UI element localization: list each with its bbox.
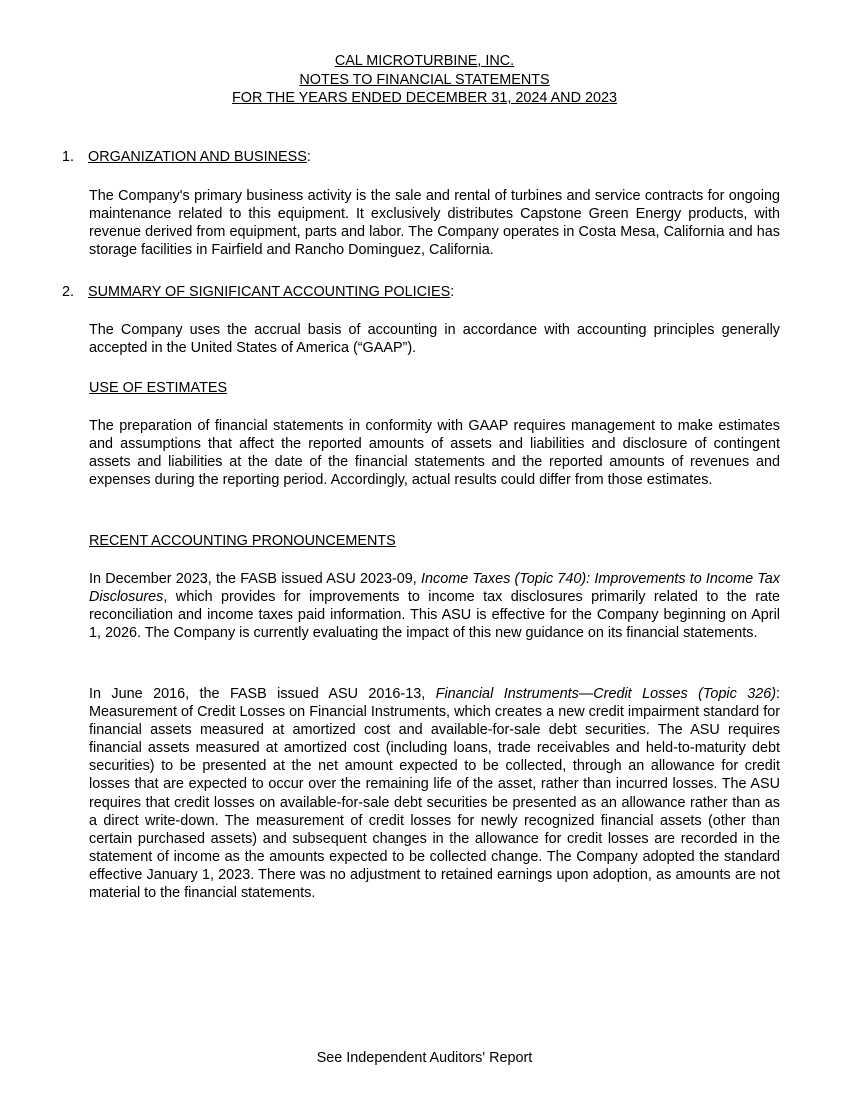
section-number: 2. bbox=[62, 284, 75, 300]
asu-2016-13-body: : Measurement of Credit Losses on Financial Instruments, which creates a new credit impairment standard for financial assets measured at amortized cost and available-for-sale debt securities. The ASU requires financial assets measured at amortized cost (including loans, trade receivables and held-to-maturity debt securities) to be presented at the net amount expected to be collected, through an allowance for credit losses that are expected to occur over the remaining life of the asset, rather than incurred losses. The ASU requires that credit losses on available-for-sale debt securities be presented as an allowance rather than as a direct write-down. The measurement of credit losses for newly recognized financial assets (other than certain purchased assets) and subsequent changes in the allowance for credit losses are recorded in the statement of income as the amounts expected to be collected change. The Company adopted the standard effective January 1, 2023. There was no adjustment to retained earnings upon adoption, as amounts are not material to the financial statements. bbox=[89, 686, 780, 902]
section-title: SUMMARY OF SIGNIFICANT ACCOUNTING POLICIES bbox=[88, 284, 451, 300]
section-number: 1. bbox=[62, 149, 75, 165]
section-1-heading: 1. ORGANIZATION AND BUSINESS: bbox=[62, 149, 311, 165]
company-name: CAL MICROTURBINE, INC. bbox=[334, 53, 515, 69]
asu-2023-09-intro: In December 2023, the FASB issued ASU 2023-09, bbox=[89, 571, 417, 587]
asu-2023-09-paragraph bbox=[89, 570, 780, 642]
asu-2016-13-paragraph bbox=[89, 685, 780, 902]
section-2-heading: 2. SUMMARY OF SIGNIFICANT ACCOUNTING POLICIES: bbox=[62, 284, 455, 300]
asu-2016-13-title: Financial Instruments—Credit Losses (Topic 326) bbox=[435, 686, 776, 702]
asu-2023-09-body: , which provides for improvements to income tax disclosures primarily related to the rate reconciliation and income taxes paid information. This ASU is effective for the Company beginning on April 1, 2026. The Company is currently evaluating the impact of this new guidance on its financial statements. bbox=[89, 589, 780, 642]
recent-pronouncements-heading: RECENT ACCOUNTING PRONOUNCEMENTS bbox=[89, 533, 396, 549]
section-2-paragraph: The Company uses the accrual basis of accounting in accordance with accounting principles generally accepted in the United States of America (“GAAP”). bbox=[89, 322, 780, 357]
asu-2016-13-intro: In June 2016, the FASB issued ASU 2016-13, bbox=[89, 686, 426, 702]
footer-note: See Independent Auditors' Report bbox=[316, 1050, 533, 1066]
asu-2023-09-title: Income Taxes (Topic 740): Improvements to Income Tax Disclosures bbox=[89, 571, 780, 606]
document-header bbox=[0, 52, 849, 108]
use-of-estimates-paragraph: The preparation of financial statements in conformity with GAAP requires management to make estimates and assumptions that affect the reported amounts of assets and liabilities and disclosure of contingent assets and liabilities at the date of the financial statements and the reported amounts of revenues and expenses during the reporting period. Accordingly, actual results could differ from those estimates. bbox=[89, 418, 780, 489]
section-title: ORGANIZATION AND BUSINESS bbox=[88, 149, 307, 165]
section-1-paragraph: The Company's primary business activity is the sale and rental of turbines and service contracts for ongoing maintenance related to this equipment. It exclusively distributes Capstone Green Energy products, with revenue derived from equipment, parts and labor. The Company operates in Costa Mesa, California and has storage facilities in Fairfield and Rancho Dominguez, California. bbox=[89, 188, 780, 259]
period-line: FOR THE YEARS ENDED DECEMBER 31, 2024 AND 2023 bbox=[232, 90, 617, 106]
document-title: NOTES TO FINANCIAL STATEMENTS bbox=[299, 71, 550, 88]
use-of-estimates-heading: USE OF ESTIMATES bbox=[89, 380, 228, 396]
